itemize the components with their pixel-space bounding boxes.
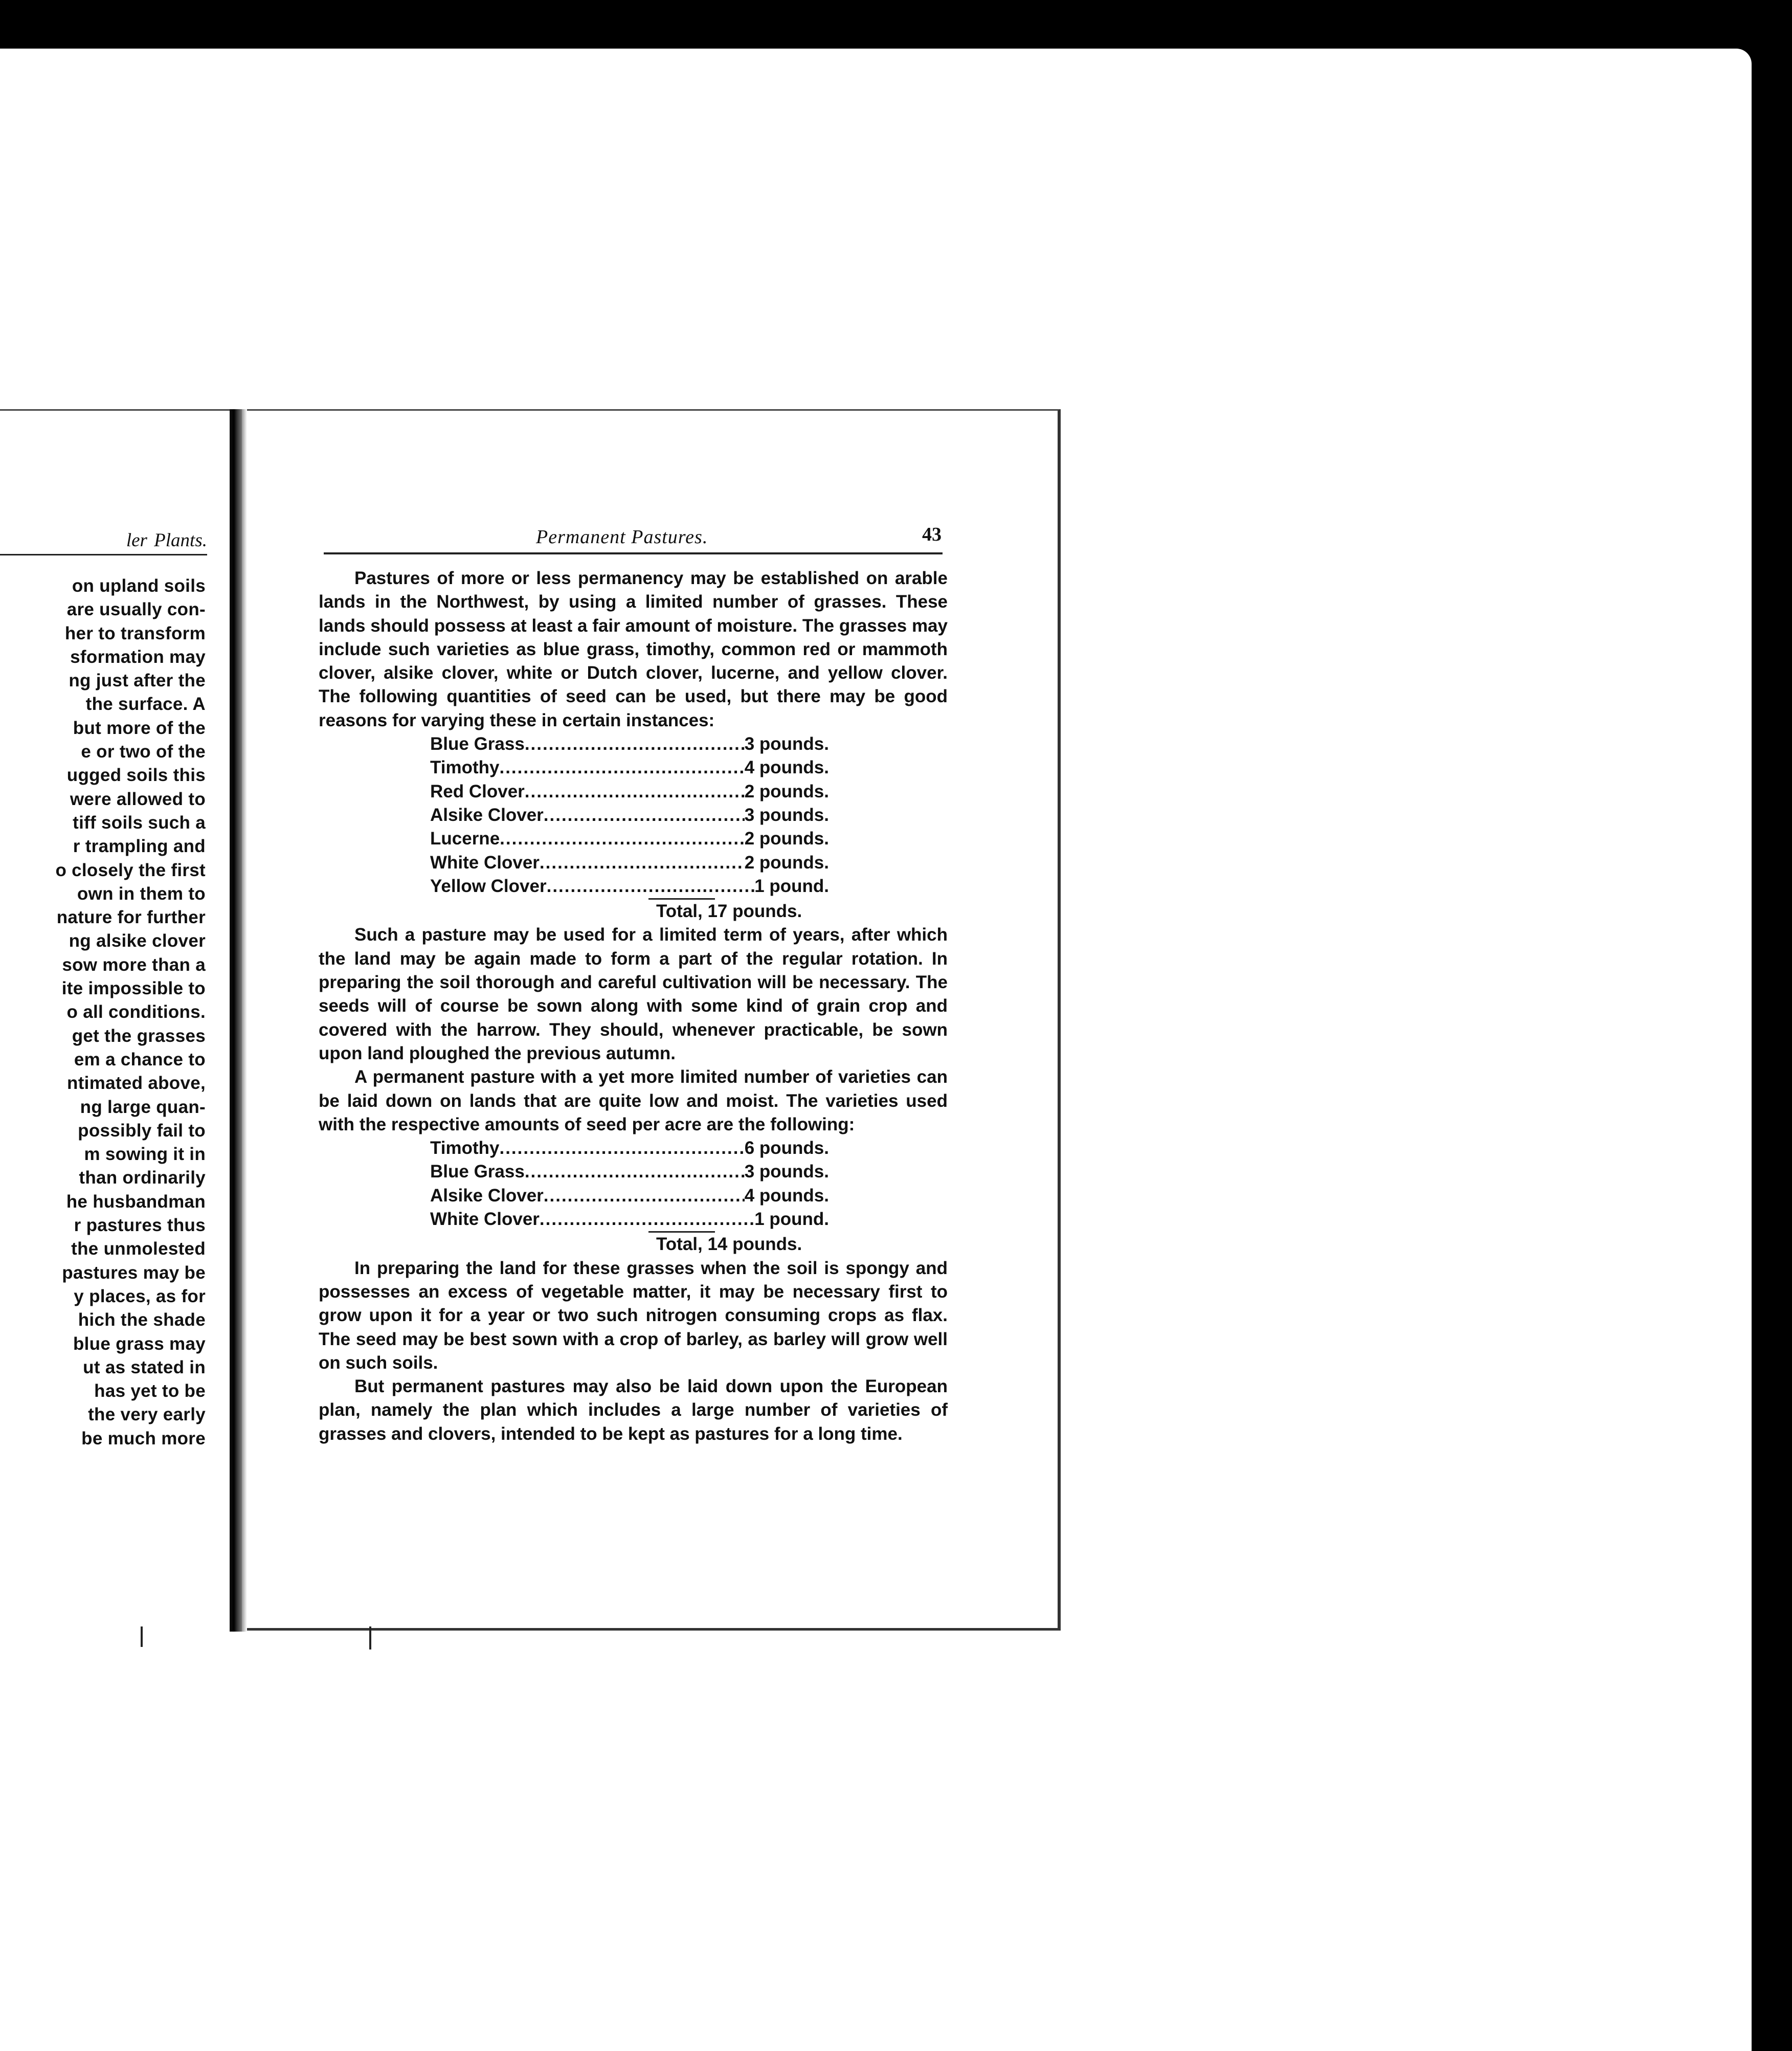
seed-row: [430, 804, 829, 827]
seed-row: [430, 1136, 829, 1160]
left-text-line: o all conditions.: [66, 1002, 206, 1022]
seed-row: [430, 851, 829, 875]
seed-row: [430, 827, 829, 851]
seed-amount: 2 pounds.: [744, 852, 829, 873]
left-text-line: are usually con-: [66, 599, 206, 620]
left-text-line: pastures may be: [62, 1262, 206, 1283]
paragraph: Such a pasture may be used for a limited term of years, after which the land may be again made to form a part of the regular rotation. In preparing the soil thorough and careful cultivation will be necessary. The seeds will of course be sown along with some kind of grain crop and covered with the harrow. They should, whenever practicable, be sown upon land ploughed the previous autumn.: [319, 925, 948, 1063]
paragraph: A permanent pasture with a yet more limited number of varieties can be laid down on lands that are quite low and moist. The varieties used with the respective amounts of seed per acre are the following:: [319, 1067, 948, 1134]
left-text-line: the very early: [88, 1405, 206, 1425]
left-text-line: ut as stated in: [83, 1357, 206, 1377]
seed-amount: 3 pounds.: [744, 1162, 829, 1182]
seed-name: Blue Grass: [430, 734, 525, 754]
seed-name: Alsike Clover: [430, 1185, 544, 1206]
leader-dots: [525, 732, 745, 756]
left-text-line: has yet to be: [94, 1381, 206, 1401]
page-number: 43: [922, 524, 942, 545]
leader-dots: [544, 1184, 745, 1208]
seed-amount: 4 pounds.: [744, 1185, 829, 1206]
leader-dots: [525, 780, 745, 804]
left-text-line: possibly fail to: [78, 1120, 206, 1141]
seed-row: [430, 1160, 829, 1184]
seed-name: Blue Grass: [430, 1162, 525, 1182]
seed-amount: 4 pounds.: [744, 757, 829, 778]
page-tab-mark: [141, 1626, 143, 1647]
seed-name: Red Clover: [430, 781, 525, 801]
left-text-line: nature for further: [56, 907, 206, 928]
leader-dots: [500, 827, 745, 851]
left-text-line: ugged soils this: [66, 765, 206, 786]
left-text-line: than ordinarily: [79, 1168, 206, 1188]
leader-dots: [547, 875, 755, 898]
seed-list: [430, 1136, 829, 1231]
left-text-line: sformation may: [70, 646, 206, 667]
left-text-line: r trampling and: [73, 836, 206, 857]
seed-row: [430, 875, 829, 898]
left-text-line: own in them to: [77, 883, 206, 904]
left-text-line: o closely the first: [55, 860, 206, 880]
left-text-line: ntimated above,: [67, 1073, 206, 1094]
left-text-line: her to transform: [64, 623, 206, 643]
seed-total: Total, 17 pounds.: [656, 901, 802, 922]
left-text-line: on upland soils: [72, 576, 206, 596]
left-text-line: r pastures thus: [74, 1215, 206, 1236]
left-text-line: he husbandman: [66, 1191, 206, 1212]
left-text-line: e or two of the: [81, 742, 206, 762]
seed-list: [430, 732, 829, 898]
left-text-line: but more of the: [73, 718, 206, 738]
left-text-line: the unmolested: [71, 1239, 206, 1259]
left-text-line: blue grass may: [73, 1333, 206, 1354]
seed-name: Alsike Clover: [430, 805, 544, 825]
seed-amount: 3 pounds.: [744, 734, 829, 754]
seed-row: [430, 1208, 829, 1231]
leader-dots: [544, 804, 745, 827]
left-text-line: get the grasses: [72, 1026, 206, 1046]
seed-row: [430, 1184, 829, 1208]
gutter-shadow: [242, 409, 247, 1632]
right-page: [247, 409, 1061, 1631]
paragraph: But permanent pastures may also be laid down upon the European plan, namely the plan which includes a large number of varieties of grasses and clovers, intended to be kept as pastures for a long time.: [319, 1376, 948, 1444]
left-text-line: ite impossible to: [61, 978, 206, 999]
seed-name: Timothy: [430, 757, 500, 778]
seed-name: White Clover: [430, 1209, 540, 1230]
seed-amount: 3 pounds.: [744, 805, 829, 825]
book-spine: [230, 409, 242, 1632]
left-text-line: em a chance to: [74, 1049, 206, 1069]
seed-name: Lucerne: [430, 829, 500, 849]
seed-amount: 6 pounds.: [744, 1138, 829, 1158]
paragraph: In preparing the land for these grasses when the soil is spongy and possesses an excess of vegetable matter, it may be necessary first to grow upon it for a year or two such nitrogen consuming crops as flax. The seed may be best sown with a crop of barley, as barley will grow well on such soils.: [319, 1258, 948, 1373]
left-text-line: sow more than a: [62, 954, 206, 975]
seed-name: Yellow Clover: [430, 876, 547, 896]
left-text-line: m sowing it in: [84, 1144, 206, 1165]
seed-amount: 2 pounds.: [744, 781, 829, 801]
seed-amount: 1 pound.: [754, 876, 829, 896]
leader-dots: [499, 756, 744, 779]
seed-total: Total, 14 pounds.: [656, 1234, 802, 1255]
paragraph: Pastures of more or less permanency may be established on arable lands in the Northwest, by using a limited number of grasses. These lands should possess at least a fair amount of moisture. The grasses may include such varieties as blue grass, timothy, common red or mammoth clover, alsike clover, white or Dutch clover, lucerne, and yellow clover. The following quantities of seed can be used, but there may be good reasons for varying these in certain instances:: [319, 568, 948, 730]
leader-dots: [499, 1136, 744, 1160]
left-page-text: [0, 574, 206, 1451]
left-page: [0, 409, 230, 1628]
seed-row: [430, 780, 829, 804]
page-tab-mark: [369, 1626, 371, 1649]
left-header-rule: [0, 554, 207, 555]
seed-name: White Clover: [430, 852, 540, 873]
left-text-line: the surface. A: [85, 694, 206, 715]
left-text-line: were allowed to: [70, 789, 206, 809]
left-text-line: be much more: [81, 1428, 206, 1448]
left-text-line: hich the shade: [78, 1310, 206, 1330]
page-body: [319, 567, 948, 1446]
left-running-title: ler Plants.: [126, 530, 207, 551]
header-rule: [324, 552, 943, 554]
seed-amount: 1 pound.: [754, 1209, 829, 1230]
left-text-line: ng just after the: [69, 671, 206, 691]
left-text-line: tiff soils such a: [73, 812, 206, 833]
leader-dots: [525, 1160, 745, 1184]
seed-name: Timothy: [430, 1138, 500, 1158]
seed-amount: 2 pounds.: [744, 829, 829, 849]
leader-dots: [540, 851, 745, 875]
seed-row: [430, 756, 829, 779]
leader-dots: [540, 1208, 754, 1231]
left-text-line: y places, as for: [74, 1286, 206, 1306]
left-text-line: ng alsike clover: [69, 931, 206, 951]
seed-row: [430, 732, 829, 756]
left-text-line: ng large quan-: [80, 1097, 206, 1117]
running-title: Permanent Pastures.: [536, 526, 708, 548]
